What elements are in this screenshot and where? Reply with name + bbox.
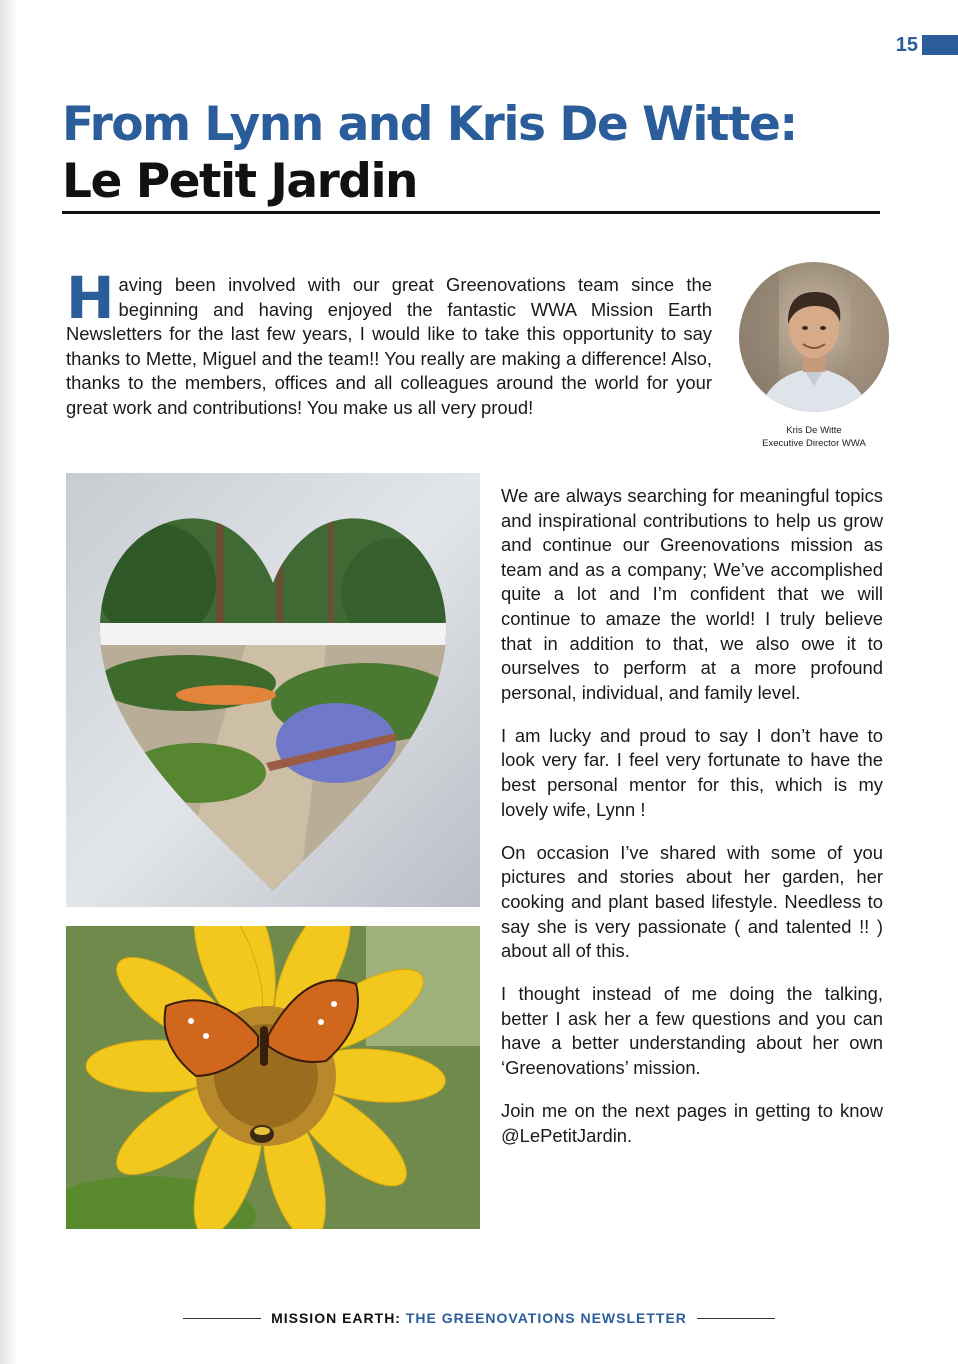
sunflower-butterfly-photo (66, 926, 480, 1229)
intro-text: aving been involved with our great Greenovations team since the beginning and having enjoyed the fantastic WWA Mission Earth Newsletters for the last few years, I would like to take this opportunity to say thanks to Mette, Miguel and the team!! You really are making a difference! Also, thanks to the members, offices and all colleagues around the world for your great work and contributions! You make us all very proud! (66, 274, 712, 418)
garden-heart-image (66, 473, 480, 907)
footer-rule-right (697, 1318, 775, 1319)
body-paragraph: I thought instead of me doing the talking, better I ask her a few questions and you can have a better understanding about her own ‘Greenovations’ mission. (501, 983, 883, 1078)
page-number: 15 (895, 34, 918, 56)
title-line-authors: From Lynn and Kris De Witte: (62, 97, 797, 152)
article-title (62, 96, 882, 210)
sunflower-butterfly-image (66, 926, 480, 1229)
page-edge-shadow (0, 0, 18, 1364)
footer-label-brand: MISSION EARTH: (271, 1310, 401, 1326)
portrait-caption (738, 424, 890, 450)
garden-heart-photo (66, 473, 480, 907)
body-paragraph: I am lucky and proud to say I don’t have to look very far. I feel very fortunate to have the best personal mentor for this, which is my lovely wife, Lynn ! (501, 724, 883, 820)
body-paragraph: On occasion I’ve shared with some of you pictures and stories about her garden, her cooking and plant based lifestyle. Needless to say she is very passionate ( and talented !! ) about all of this. (501, 841, 883, 962)
article-body (501, 484, 883, 1167)
drop-cap: H (66, 264, 115, 332)
caption-role: Executive Director WWA (762, 438, 866, 449)
caption-name: Kris De Witte (786, 425, 842, 436)
footer-label (271, 1310, 687, 1326)
portrait-image (739, 262, 889, 412)
title-line-subject: Le Petit Jardin (62, 154, 418, 209)
body-paragraph: We are always searching for meaningful topics and inspirational contributions to help us grow and continue our Greenovations mission as team and as a company; We’ve accomplished quite a lot and I’m confident that we will continue to amaze the world! I truly believe that in addition to that, we also owe it to ourselves to perform at a more profound personal, individual, and family level. (501, 485, 883, 703)
footer-rule-left (183, 1318, 261, 1319)
newsletter-footer (0, 1308, 958, 1328)
portrait-photo (739, 262, 889, 412)
body-paragraph: Join me on the next pages in getting to know @LePetitJardin. (501, 1100, 883, 1146)
intro-paragraph (66, 264, 712, 421)
title-divider (62, 211, 880, 214)
footer-label-title: THE GREENOVATIONS NEWSLETTER (405, 1310, 687, 1326)
page-number-tab (922, 35, 958, 55)
